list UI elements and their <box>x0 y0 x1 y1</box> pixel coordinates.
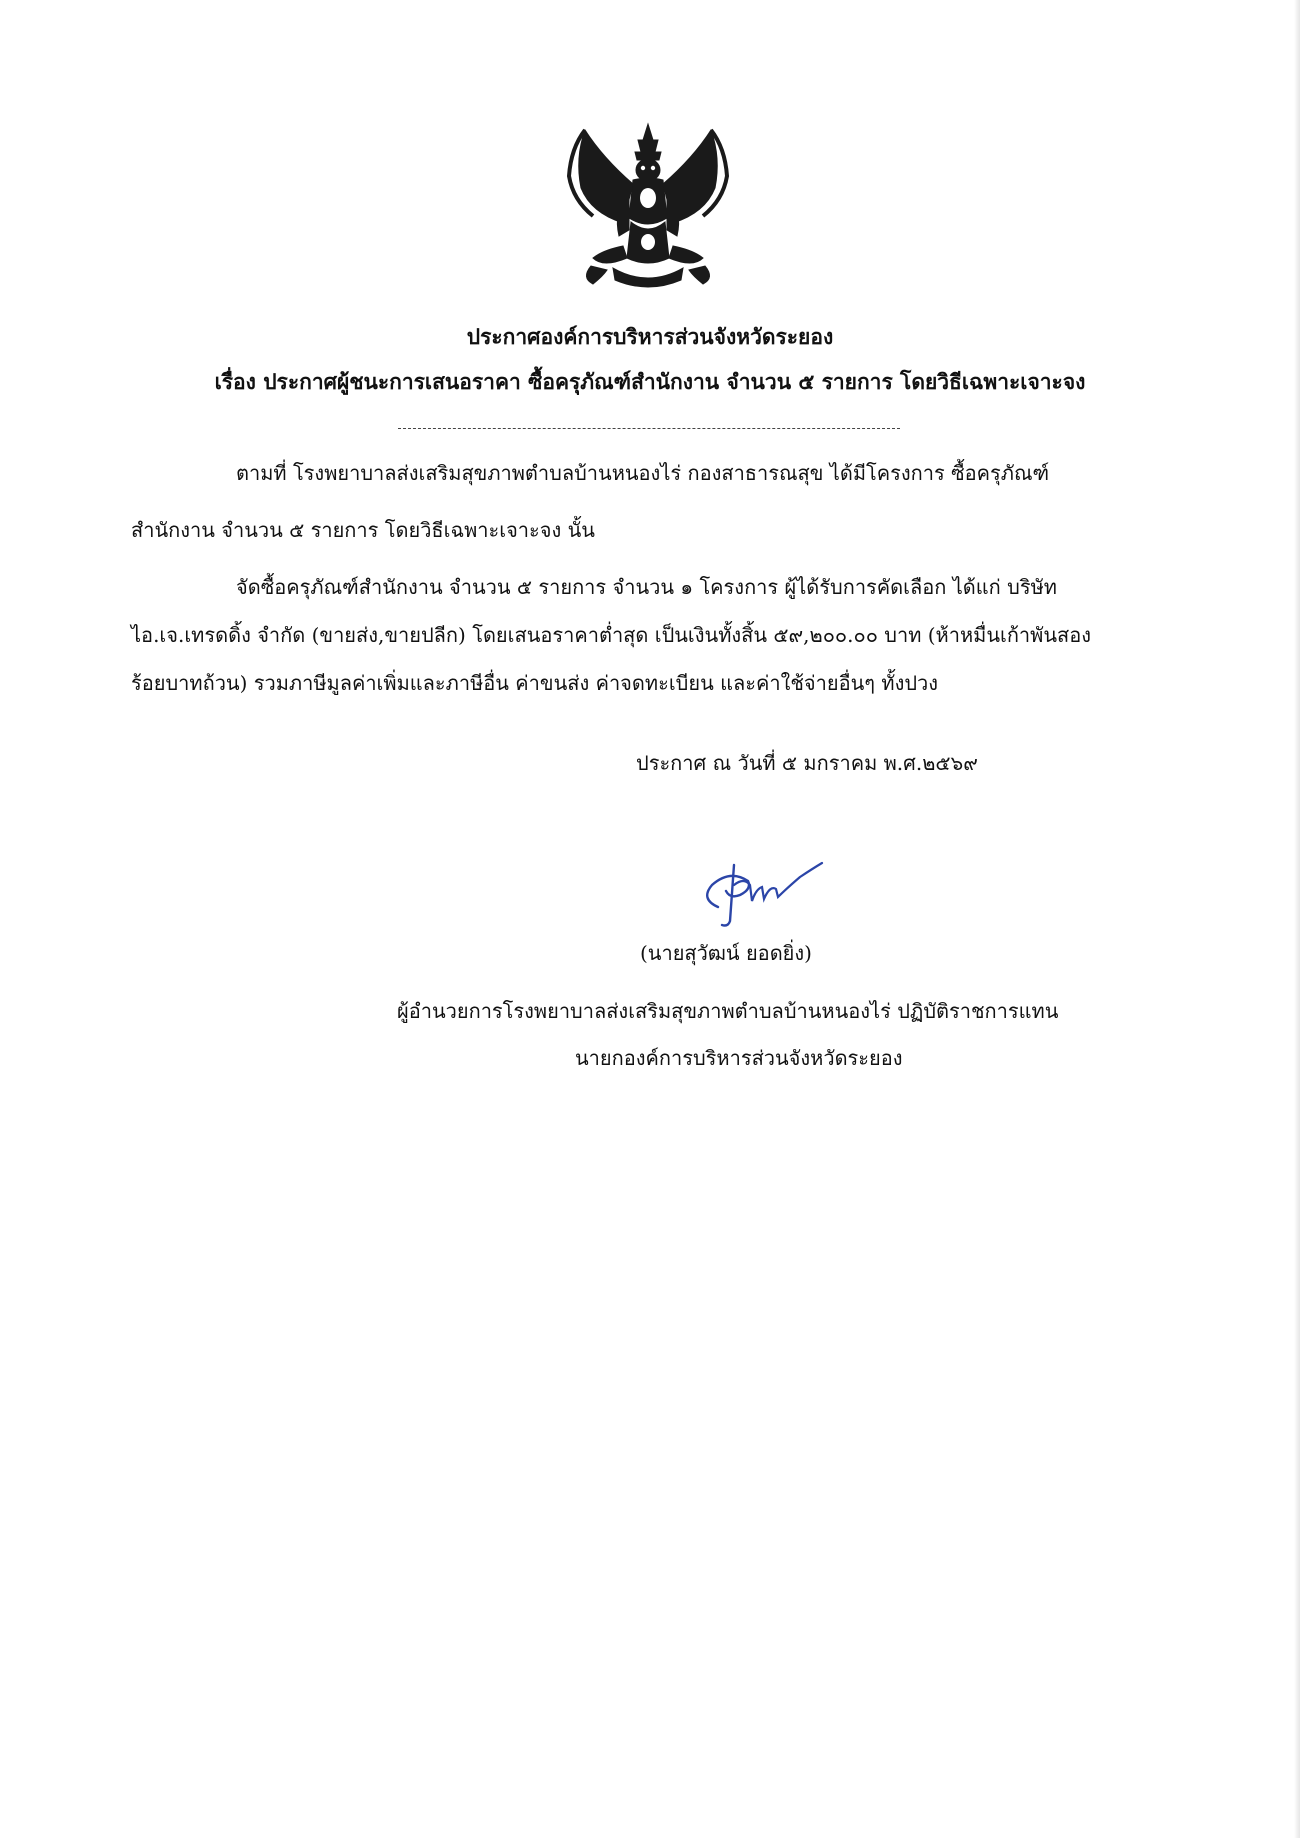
divider <box>398 428 900 429</box>
body-line-1: ตามที่ โรงพยาบาลส่งเสริมสุขภาพตำบลบ้านหนองไร่ กองสาธารณสุข ได้มีโครงการ ซื้อครุภัณฑ์ <box>236 461 1050 485</box>
signatory-position-line-2: นายกองค์การบริหารส่วนจังหวัดระยอง <box>575 1046 903 1070</box>
announcement-heading: ประกาศองค์การบริหารส่วนจังหวัดระยอง <box>466 324 834 349</box>
garuda-emblem <box>563 118 733 296</box>
subject-heading: เรื่อง ประกาศผู้ชนะการเสนอราคา ซื้อครุภัณฑ์สำนักงาน จำนวน ๕ รายการ โดยวิธีเฉพาะเจาะจง <box>214 369 1086 394</box>
body-line-4: ไอ.เจ.เทรดดิ้ง จำกัด (ขายส่ง,ขายปลีก) โดยเสนอราคาต่ำสุด เป็นเงินทั้งสิ้น ๕๙,๒๐๐.๐๐ บาท (ห้าหมื่นเก้าพันสอง <box>131 623 1091 647</box>
handwritten-signature <box>690 855 830 930</box>
page-edge <box>1294 0 1300 1838</box>
body-line-3: จัดซื้อครุภัณฑ์สำนักงาน จำนวน ๕ รายการ จำนวน ๑ โครงการ ผู้ได้รับการคัดเลือก ได้แก่ บริษัท <box>236 575 1057 599</box>
body-line-2: สำนักงาน จำนวน ๕ รายการ โดยวิธีเฉพาะเจาะจง นั้น <box>131 518 595 542</box>
announcement-date: ประกาศ ณ วันที่ ๕ มกราคม พ.ศ.๒๕๖๙ <box>636 751 978 775</box>
signatory-position-line-1: ผู้อำนวยการโรงพยาบาลส่งเสริมสุขภาพตำบลบ้านหนองไร่ ปฏิบัติราชการแทน <box>397 999 1059 1023</box>
body-line-5: ร้อยบาทถ้วน) รวมภาษีมูลค่าเพิ่มและภาษีอื่น ค่าขนส่ง ค่าจดทะเบียน และค่าใช้จ่ายอื่นๆ ทั้งปวง <box>131 671 939 695</box>
signatory-name: (นายสุวัฒน์ ยอดยิ่ง) <box>640 941 812 965</box>
